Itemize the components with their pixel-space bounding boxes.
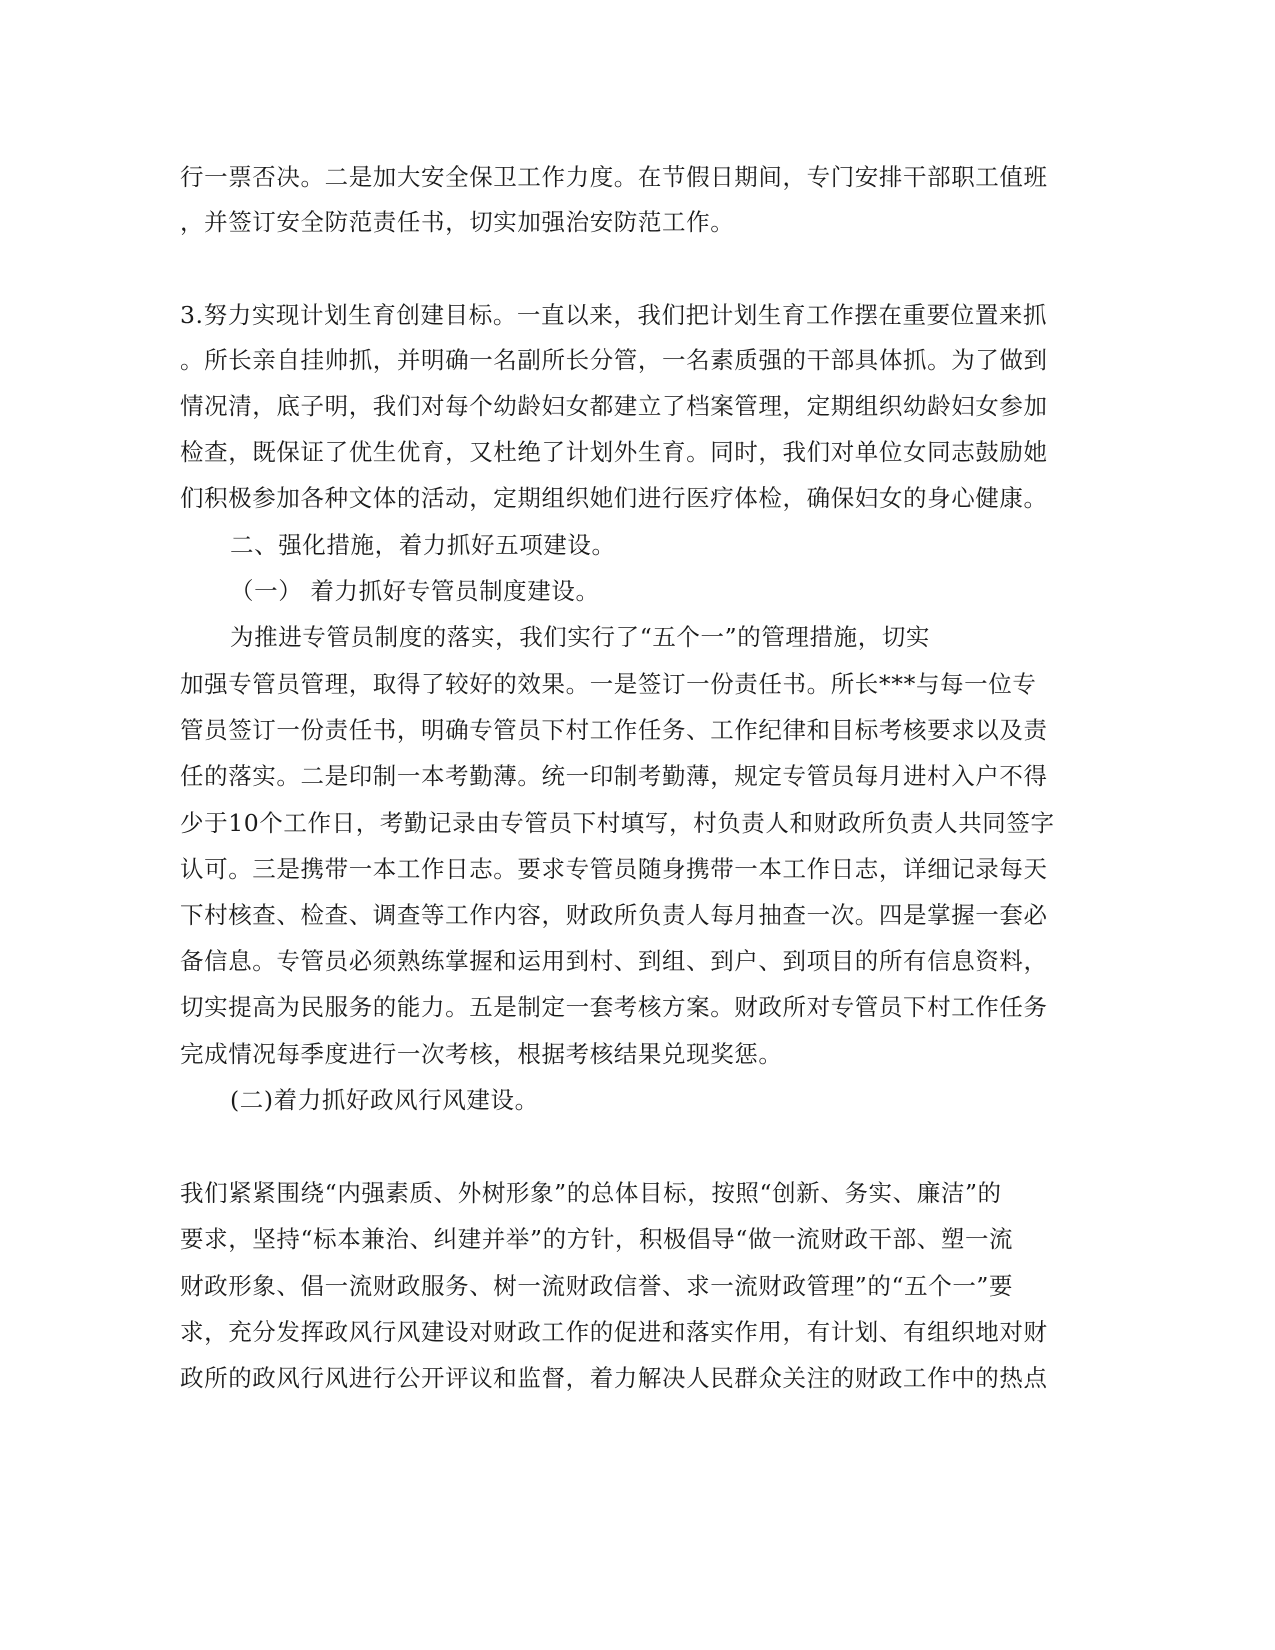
text-line: 求，充分发挥政风行风建设对财政工作的促进和落实作用，有计划、有组织地对财 bbox=[180, 1318, 1048, 1346]
text-line: 认可。三是携带一本工作日志。要求专管员随身携带一本工作日志，详细记录每天 bbox=[180, 855, 1048, 883]
text-line: 行一票否决。二是加大安全保卫工作力度。在节假日期间，专门安排干部职工值班 bbox=[180, 163, 1048, 191]
text-line: 政所的政风行风进行公开评议和监督，着力解决人民群众关注的财政工作中的热点 bbox=[180, 1364, 1048, 1392]
text-line: 情况清，底子明，我们对每个幼龄妇女都建立了档案管理，定期组织幼龄妇女参加 bbox=[180, 392, 1048, 420]
text-line: 下村核查、检查、调查等工作内容，财政所负责人每月抽查一次。四是掌握一套必 bbox=[180, 901, 1048, 929]
text-line: 我们紧紧围绕“内强素质、外树形象”的总体目标，按照“创新、务实、廉洁”的 bbox=[180, 1179, 1002, 1207]
text-line: ，并签订安全防范责任书，切实加强治安防范工作。 bbox=[180, 208, 735, 236]
text-line: 检查，既保证了优生优育，又杜绝了计划外生育。同时，我们对单位女同志鼓励她 bbox=[180, 438, 1048, 466]
section-heading: 二、强化措施，着力抓好五项建设。 bbox=[230, 531, 616, 559]
text-line: 完成情况每季度进行一次考核，根据考核结果兑现奖惩。 bbox=[180, 1040, 783, 1068]
text-line: 3.努力实现计划生育创建目标。一直以来，我们把计划生育工作摆在重要位置来抓 bbox=[180, 301, 1048, 329]
text-line: 备信息。专管员必须熟练掌握和运用到村、到组、到户、到项目的所有信息资料， bbox=[180, 947, 1048, 975]
text-line: 财政形象、倡一流财政服务、树一流财政信誉、求一流财政管理”的“五个一”要 bbox=[180, 1272, 1014, 1300]
subsection-heading: (二)着力抓好政风行风建设。 bbox=[230, 1086, 539, 1114]
text-line: 管员签订一份责任书，明确专管员下村工作任务、工作纪律和目标考核要求以及责 bbox=[180, 716, 1048, 744]
text-line: 为推进专管员制度的落实，我们实行了“五个一”的管理措施，切实 bbox=[230, 623, 931, 651]
text-line: 。所长亲自挂帅抓，并明确一名副所长分管，一名素质强的干部具体抓。为了做到 bbox=[180, 346, 1048, 374]
text-line: 加强专管员管理，取得了较好的效果。一是签订一份责任书。所长***与每一位专 bbox=[180, 670, 1037, 698]
text-line: 任的落实。二是印制一本考勤薄。统一印制考勤薄，规定专管员每月进村入户不得 bbox=[180, 762, 1048, 790]
text-line: 少于10个工作日，考勤记录由专管员下村填写，村负责人和财政所负责人共同签字 bbox=[180, 809, 1055, 837]
text-line: 要求，坚持“标本兼治、纠建并举”的方针，积极倡导“做一流财政干部、塑一流 bbox=[180, 1225, 1014, 1253]
subsection-heading: （一） 着力抓好专管员制度建设。 bbox=[230, 577, 600, 605]
text-line: 们积极参加各种文体的活动，定期组织她们进行医疗体检，确保妇女的身心健康。 bbox=[180, 484, 1048, 512]
text-line: 切实提高为民服务的能力。五是制定一套考核方案。财政所对专管员下村工作任务 bbox=[180, 993, 1048, 1021]
